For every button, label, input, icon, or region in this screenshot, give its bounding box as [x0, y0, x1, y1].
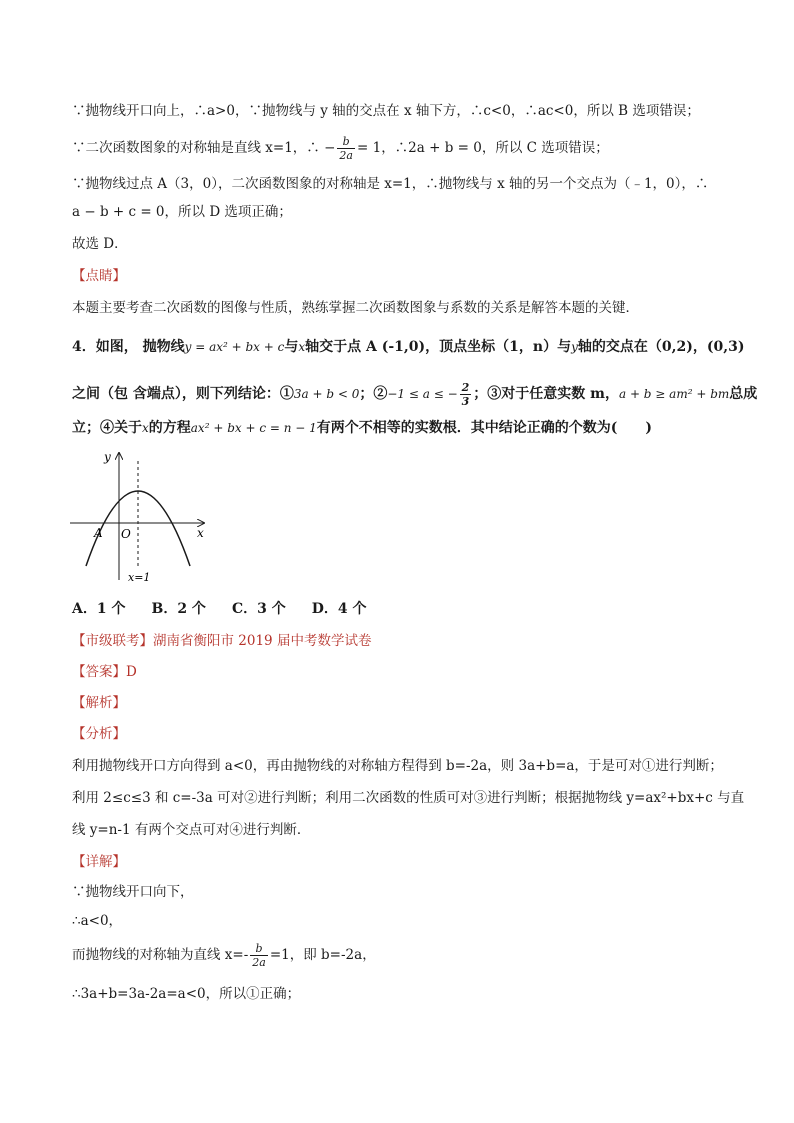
fraction-2-over-3: $\frac{2}{3}$ [461, 380, 470, 408]
xiangjie-tag: 【详解】 [72, 854, 126, 870]
fenxi-line-3: 线 y=n-1 有两个交点可对④进行判断． [72, 822, 311, 838]
option-d: D．4 个 [311, 601, 367, 617]
option-a: A．1 个 [72, 601, 126, 617]
fenxi-tag: 【分析】 [72, 726, 126, 742]
jiexi-tag: 【解析】 [72, 695, 126, 711]
origin-label: O [121, 527, 131, 541]
solution-line-1: ∵抛物线开口向上，∴a>0，∵抛物线与 y 轴的交点在 x 轴下方，∴c<0，∴ac<0，所以 B 选项错误； [72, 103, 700, 119]
option-b: B．2 个 [151, 601, 206, 617]
detail-line-1: ∵抛物线开口向下， [72, 884, 194, 900]
x-axis-label: x [197, 526, 204, 540]
fenxi-line-1: 利用抛物线开口方向得到 a<0，再由抛物线的对称轴方程得到 b=-2a，则 3a+b=a，于是可对①进行判断； [72, 758, 723, 774]
question-line-1: 4．如图， 抛物线y = ax² + bx + c与x轴交于点 A (-1,0)，顶点坐标（1，n）与y轴的交点在（0,2)，(0,3) [72, 339, 745, 355]
detail-line-3: 而抛物线的对称轴为直线 x=- $\frac{b}{2a}$ =1，即 b=-2a， [72, 942, 376, 969]
question-line-3: 立；④关于x的方程ax² + bx + c = n − 1有两个不相等的实数根．其中结论正确的个数为( ) [72, 420, 653, 436]
fraction-b-over-2a-detail: $\frac{b}{2a}$ [252, 942, 266, 969]
parabola-graph [66, 448, 216, 588]
fenxi-line-2: 利用 2≤c≤3 和 c=-3a 可对②进行判断；利用二次函数的性质可对③进行判断；根据抛物线 y=ax²+bx+c 与直 [72, 790, 745, 806]
source-line: 【市级联考】湖南省衡阳市 2019 届中考数学试卷 [72, 633, 372, 649]
point-a-label: A [94, 526, 103, 540]
answer-options [72, 599, 724, 619]
dianjing-text: 本题主要考查二次函数的图像与性质，熟练掌握二次函数图象与系数的关系是解答本题的关键． [72, 300, 639, 316]
solution-line-5: 故选 D． [72, 236, 128, 252]
answer-line: 【答案】D [72, 664, 137, 680]
solution-line-2: ∵二次函数图象的对称轴是直线 x=1，∴ − $\frac{b}{2a}$ = 1，∴2a + b = 0，所以 C 选项错误； [72, 135, 609, 162]
detail-line-2: ∴a<0， [72, 913, 123, 929]
neg-sign: − [324, 140, 336, 156]
solution-line-4: a − b + c = 0，所以 D 选项正确； [72, 204, 292, 220]
option-c: C．3 个 [231, 601, 286, 617]
detail-line-4: ∴3a+b=3a-2a=a<0，所以①正确； [72, 986, 301, 1002]
symmetry-axis-label: x=1 [128, 571, 151, 584]
solution-line-3: ∵抛物线过点 A（3，0），二次函数图象的对称轴是 x=1，∴抛物线与 x 轴的另一个交点为（﹣1，0），∴ [72, 176, 709, 192]
question-line-2: 之间（包 含端点），则下列结论：①3a + b < 0；②−1 ≤ a ≤ − $\frac{2}{3}$ ；③对于任意实数 m，a + b ≥ am² + bm总成 [72, 380, 758, 408]
dianjing-tag: 【点睛】 [72, 268, 126, 284]
fraction-b-over-2a: $\frac{b}{2a}$ [339, 135, 353, 162]
y-axis-label: y [104, 450, 111, 464]
